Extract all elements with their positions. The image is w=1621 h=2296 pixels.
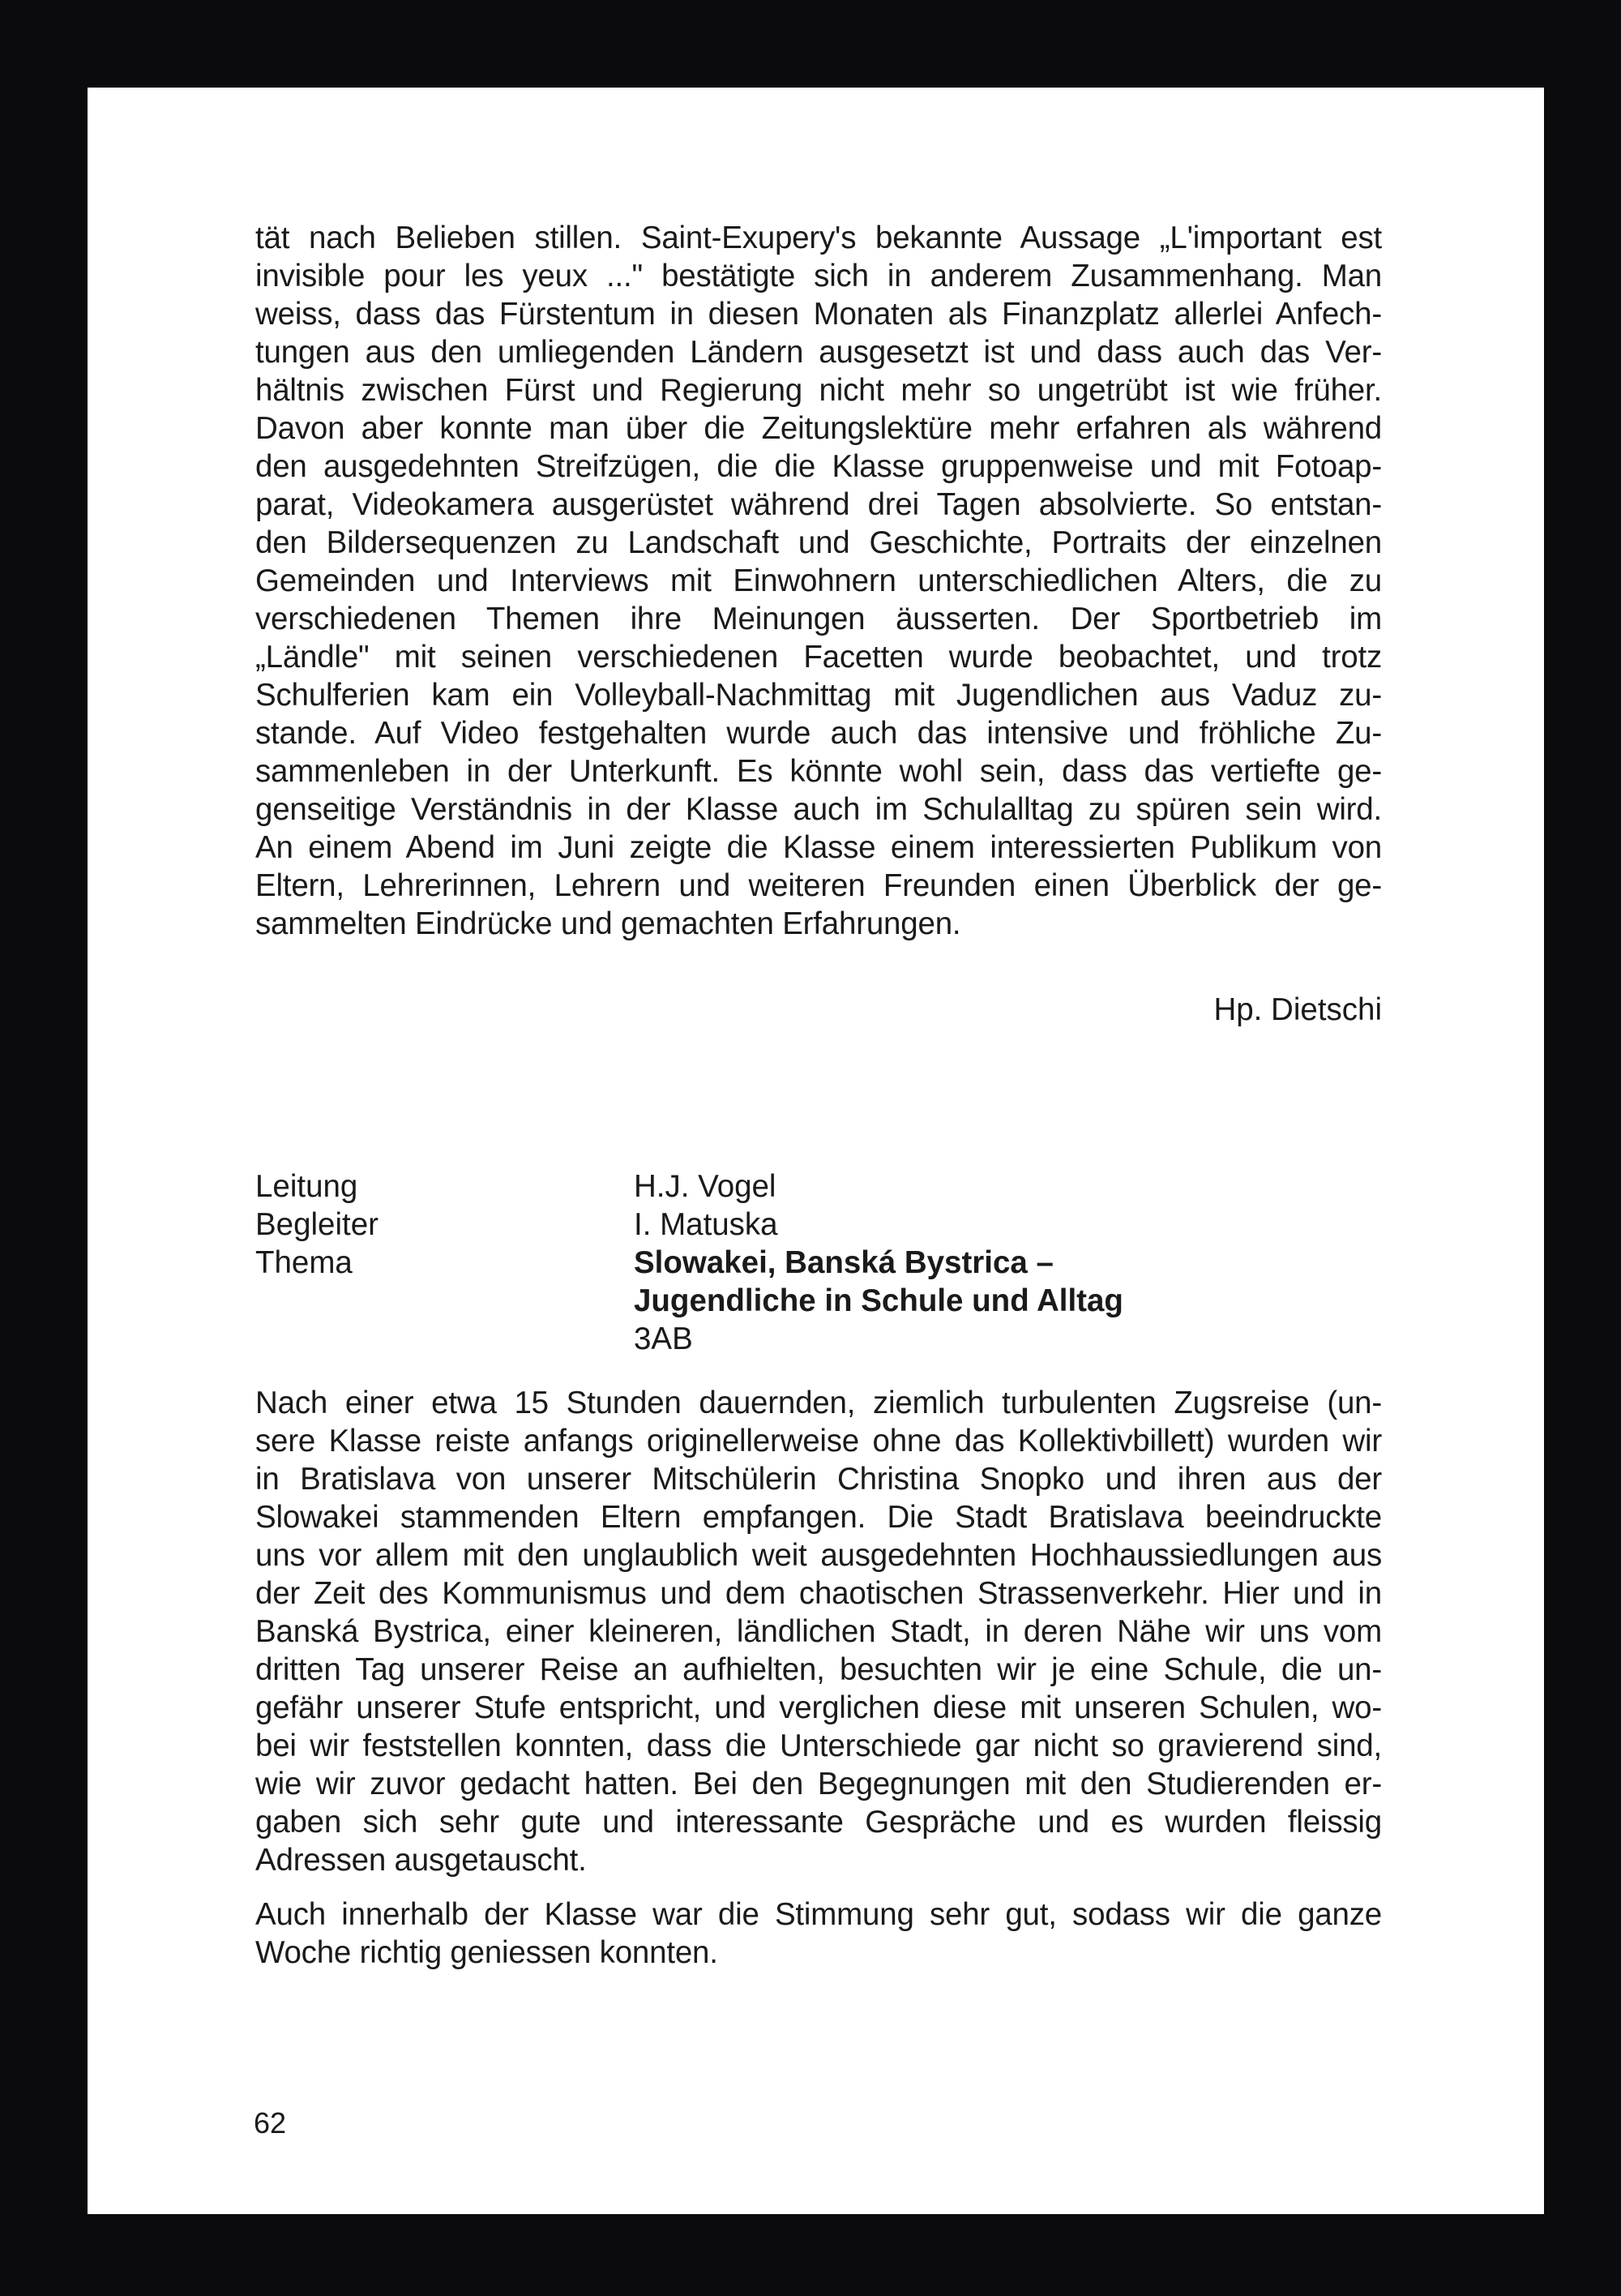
text-line: in Bratislava von unserer Mitschülerin Christina Snopko und ihren aus der bbox=[255, 1462, 1382, 1497]
text-line: Auch innerhalb der Klasse war die Stimmung sehr gut, sodass wir die ganze bbox=[255, 1897, 1382, 1932]
meta-row-leitung bbox=[255, 1167, 1382, 1206]
text-line: weiss, dass das Fürstentum in diesen Monaten als Finanzplatz allerlei Anfech- bbox=[255, 297, 1382, 332]
text-line: Schulferien kam ein Volleyball-Nachmittag mit Jugendlichen aus Vaduz zu- bbox=[255, 678, 1382, 713]
paragraph-slovakia-report bbox=[255, 1384, 1382, 1879]
meta-row-begleiter bbox=[255, 1206, 1382, 1244]
paragraph-liechtenstein-report bbox=[255, 219, 1382, 943]
meta-label: Leitung bbox=[255, 1169, 358, 1204]
meta-label: Begleiter bbox=[255, 1207, 379, 1242]
meta-value: H.J. Vogel bbox=[634, 1169, 776, 1204]
text-line: sammenleben in der Unterkunft. Es könnte wohl sein, dass das vertiefte ge- bbox=[255, 754, 1382, 789]
text-line: invisible pour les yeux ..." bestätigte sich in anderem Zusammenhang. Man bbox=[255, 259, 1382, 293]
text-line: den Bildersequenzen zu Landschaft und Geschichte, Portraits der einzelnen bbox=[255, 525, 1382, 560]
meta-row-thema bbox=[255, 1244, 1382, 1282]
text-line: Gemeinden und Interviews mit Einwohnern unterschiedlichen Alters, die zu bbox=[255, 563, 1382, 598]
trip-info-block bbox=[255, 1167, 1382, 1358]
text-line: der Zeit des Kommunismus und dem chaotischen Strassenverkehr. Hier und in bbox=[255, 1576, 1382, 1611]
document-page bbox=[88, 88, 1544, 2214]
meta-value: I. Matuska bbox=[634, 1207, 778, 1242]
meta-row-klasse bbox=[255, 1320, 1382, 1358]
text-line: tät nach Belieben stillen. Saint-Exupery's bekannte Aussage „L'important est bbox=[255, 221, 1382, 255]
text-line: Davon aber konnte man über die Zeitungslektüre mehr erfahren als während bbox=[255, 411, 1382, 446]
text-line: Eltern, Lehrerinnen, Lehrern und weiteren Freunden einen Überblick der ge- bbox=[255, 868, 1382, 903]
author-signature: Hp. Dietschi bbox=[1213, 992, 1382, 1027]
meta-row-thema-cont bbox=[255, 1282, 1382, 1320]
text-line: den ausgedehnten Streifzügen, die die Klasse gruppenweise und mit Fotoap- bbox=[255, 449, 1382, 484]
text-line: gefähr unserer Stufe entspricht, und verglichen diese mit unseren Schulen, wo- bbox=[255, 1690, 1382, 1725]
text-line: tungen aus den umliegenden Ländern ausgesetzt ist und dass auch das Ver- bbox=[255, 335, 1382, 370]
text-line: Banská Bystrica, einer kleineren, ländlichen Stadt, in deren Nähe wir uns vom bbox=[255, 1614, 1382, 1649]
section-title: Jugendliche in Schule und Alltag bbox=[634, 1283, 1123, 1318]
text-line: uns vor allem mit den unglaublich weit ausgedehnten Hochhaussiedlungen aus bbox=[255, 1538, 1382, 1573]
text-line: bei wir feststellen konnten, dass die Unterschiede gar nicht so gravierend sind, bbox=[255, 1728, 1382, 1763]
paragraph-class-mood bbox=[255, 1895, 1382, 1972]
text-line: wie wir zuvor gedacht hatten. Bei den Begegnungen mit den Studierenden er- bbox=[255, 1767, 1382, 1801]
class-label: 3AB bbox=[634, 1321, 693, 1356]
text-line: parat, Videokamera ausgerüstet während drei Tagen absolvierte. So entstan- bbox=[255, 487, 1382, 522]
page-number: 62 bbox=[254, 2106, 287, 2140]
section-title: Slowakei, Banská Bystrica – bbox=[634, 1245, 1054, 1280]
meta-label-empty bbox=[255, 1320, 634, 1358]
text-line: genseitige Verständnis in der Klasse auch im Schulalltag zu spüren sein wird. bbox=[255, 792, 1382, 827]
text-line: gaben sich sehr gute und interessante Gespräche und es wurden fleissig bbox=[255, 1805, 1382, 1840]
text-line: „Ländle" mit seinen verschiedenen Facetten wurde beobachtet, und trotz bbox=[255, 640, 1382, 675]
text-line: sere Klasse reiste anfangs originellerweise ohne das Kollektivbillett) wurden wir bbox=[255, 1424, 1382, 1459]
text-line: An einem Abend im Juni zeigte die Klasse einem interessierten Publikum von bbox=[255, 830, 1382, 865]
text-line: Slowakei stammenden Eltern empfangen. Die Stadt Bratislava beeindruckte bbox=[255, 1500, 1382, 1535]
text-line: Adressen ausgetauscht. bbox=[255, 1843, 587, 1878]
text-line: stande. Auf Video festgehalten wurde auch das intensive und fröhliche Zu- bbox=[255, 716, 1382, 751]
text-line: Nach einer etwa 15 Stunden dauernden, ziemlich turbulenten Zugsreise (un- bbox=[255, 1386, 1382, 1420]
text-line: Woche richtig geniessen konnten. bbox=[255, 1935, 718, 1970]
text-line: sammelten Eindrücke und gemachten Erfahrungen. bbox=[255, 906, 961, 941]
text-line: verschiedenen Themen ihre Meinungen äusserten. Der Sportbetrieb im bbox=[255, 602, 1382, 636]
meta-label: Thema bbox=[255, 1245, 353, 1280]
text-line: dritten Tag unserer Reise an aufhielten, besuchten wir je eine Schule, die un- bbox=[255, 1652, 1382, 1687]
meta-label-empty bbox=[255, 1282, 634, 1320]
text-line: hältnis zwischen Fürst und Regierung nicht mehr so ungetrübt ist wie früher. bbox=[255, 373, 1382, 408]
